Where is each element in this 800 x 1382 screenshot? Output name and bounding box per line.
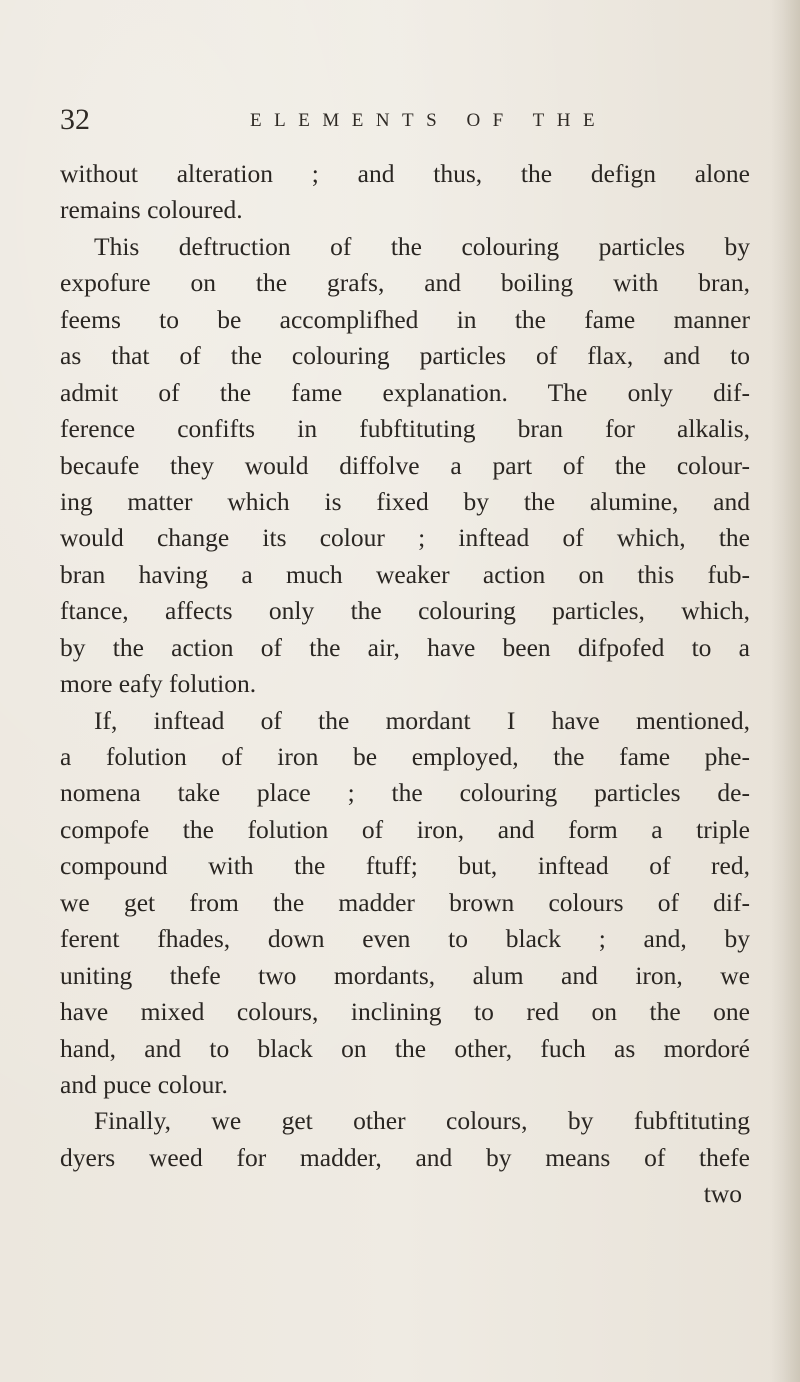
- text-line: expofure on the grafs, and boiling with bran,: [60, 268, 750, 298]
- text-line: would change its colour ; inftead of which, the: [60, 523, 750, 553]
- text-line: This deftruction of the colouring particles by: [94, 231, 750, 261]
- text-line: uniting thefe two mordants, alum and iron, we: [60, 960, 750, 990]
- text-line: and puce colour.: [60, 1069, 228, 1099]
- text-line: admit of the fame explanation. The only dif-: [60, 377, 750, 407]
- page-number: 32: [60, 103, 90, 136]
- text-line: compound with the ftuff; but, inftead of red,: [60, 851, 750, 881]
- running-title: ELEMENTS OF THE: [250, 110, 608, 131]
- text-line: ference confifts in fubftituting bran for alkalis,: [60, 414, 750, 444]
- text-line: without alteration ; and thus, the defign alone: [60, 159, 750, 188]
- body-text: [60, 156, 750, 1213]
- text-line: Finally, we get other colours, by fubftituting: [94, 1106, 750, 1136]
- text-line: dyers weed for madder, and by means of thefe: [60, 1142, 750, 1172]
- text-line: a folution of iron be employed, the fame phe-: [60, 742, 750, 771]
- text-line: compofe the folution of iron, and form a triple: [60, 814, 750, 844]
- text-line: we get from the madder brown colours of dif-: [60, 887, 750, 917]
- text-line: becaufe they would diffolve a part of the colour-: [60, 450, 750, 480]
- text-line: nomena take place ; the colouring particles de-: [60, 778, 750, 808]
- text-line: ftance, affects only the colouring particles, which,: [60, 596, 750, 626]
- text-line: feems to be accomplifhed in the fame manner: [60, 304, 750, 334]
- text-line: have mixed colours, inclining to red on the one: [60, 997, 750, 1027]
- text-line: by the action of the air, have been difpofed to a: [60, 632, 750, 662]
- running-head: [60, 102, 740, 142]
- text-line: more eafy folution.: [60, 669, 257, 699]
- text-line: If, inftead of the mordant I have mentioned,: [94, 705, 750, 735]
- text-line: remains coloured.: [60, 195, 243, 225]
- page-edge-shadow: [770, 0, 800, 1382]
- catchword: two: [703, 1179, 742, 1209]
- text-line: as that of the colouring particles of flax, and to: [60, 341, 750, 371]
- text-line: bran having a much weaker action on this fub-: [60, 559, 750, 589]
- text-line: ferent fhades, down even to black ; and, by: [60, 924, 750, 954]
- text-line: hand, and to black on the other, fuch as mordoré: [60, 1033, 750, 1063]
- text-line: ing matter which is fixed by the alumine, and: [60, 486, 750, 516]
